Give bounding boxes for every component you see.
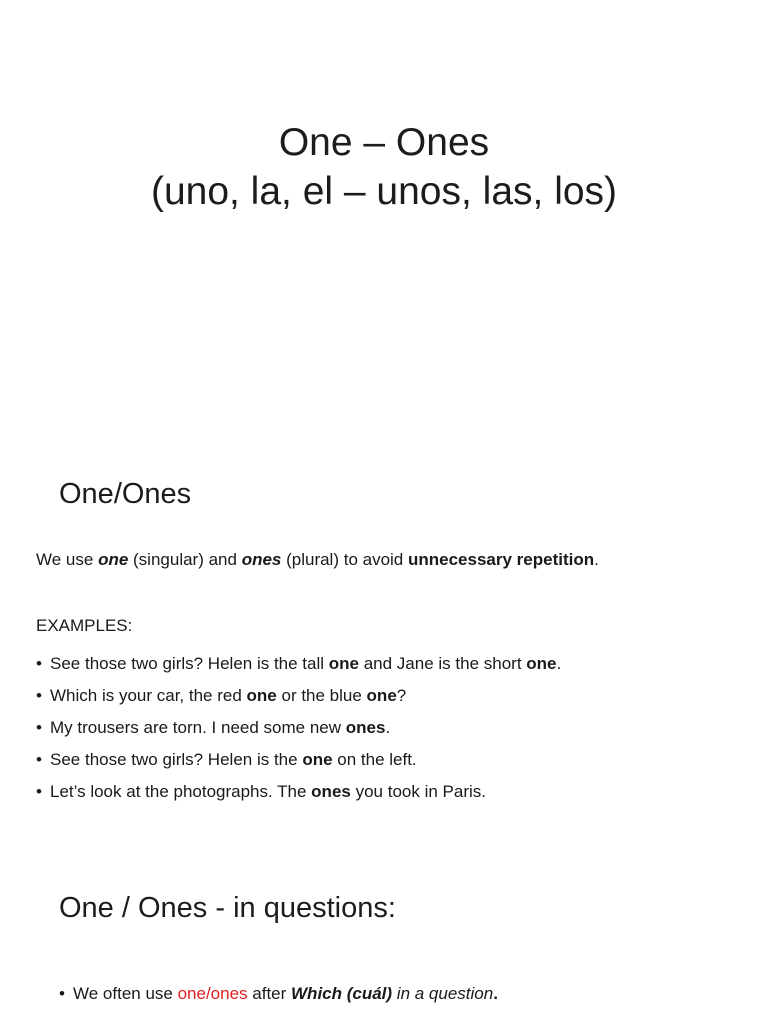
bullet-icon: • <box>36 686 42 705</box>
one-ones-slide <box>0 440 768 850</box>
example-text: My trousers are torn. I need some new <box>50 718 346 737</box>
bullet-icon: • <box>36 750 42 769</box>
question-bullet <box>59 984 498 1004</box>
example-text: on the left. <box>332 750 417 769</box>
list-item <box>36 648 561 680</box>
list-item <box>36 680 561 712</box>
bullet-period: . <box>493 984 498 1003</box>
slide-heading: One/Ones <box>59 478 192 510</box>
slide-heading: One / Ones - in questions: <box>59 892 396 924</box>
intro-text-4: . <box>594 550 599 569</box>
bullet-icon: • <box>36 718 42 737</box>
questions-slide <box>0 860 768 1024</box>
example-keyword: one <box>526 654 557 673</box>
example-text: See those two girls? Helen is the <box>50 750 303 769</box>
example-text: ? <box>396 686 407 705</box>
title-line-2: (uno, la, el – unos, las, los) <box>150 170 618 213</box>
example-text: . <box>556 654 562 673</box>
intro-keyword-ones: ones <box>241 550 282 569</box>
list-item <box>36 776 561 808</box>
title-line-1: One – Ones <box>278 121 490 164</box>
intro-text-2: (singular) and <box>128 550 242 569</box>
bullet-icon: • <box>59 984 65 1003</box>
intro-paragraph <box>36 550 599 570</box>
example-keyword: one <box>328 654 359 673</box>
example-text: Which is your car, the red <box>50 686 247 705</box>
bullet-italic-text: in a question <box>392 984 494 1003</box>
example-keyword: one <box>302 750 333 769</box>
list-item <box>36 744 561 776</box>
example-keyword: one <box>246 686 277 705</box>
which-keyword: Which (cuál) <box>291 984 393 1003</box>
example-text: you took in Paris. <box>350 782 486 801</box>
slide-title <box>0 118 768 216</box>
intro-text-1: We use <box>36 550 99 569</box>
example-text: Let’s look at the photographs. The <box>50 782 312 801</box>
intro-text-3: (plural) to avoid <box>281 550 408 569</box>
example-list <box>36 648 561 808</box>
intro-emphasis: unnecessary repetition <box>408 550 595 569</box>
example-keyword: ones <box>345 718 386 737</box>
example-text: See those two girls? Helen is the tall <box>50 654 329 673</box>
example-text: . <box>385 718 391 737</box>
example-keyword: one <box>366 686 397 705</box>
bullet-text-2: after <box>247 984 292 1003</box>
bullet-icon: • <box>36 782 42 801</box>
bullet-text-1: We often use <box>73 984 178 1003</box>
list-item <box>36 712 561 744</box>
intro-keyword-one: one <box>98 550 129 569</box>
title-slide <box>0 0 768 440</box>
highlight-one-ones: one/ones <box>177 984 248 1003</box>
examples-label: EXAMPLES: <box>36 616 133 635</box>
example-text: or the blue <box>276 686 367 705</box>
example-text: and Jane is the short <box>359 654 527 673</box>
bullet-icon: • <box>36 654 42 673</box>
example-keyword: ones <box>311 782 351 801</box>
